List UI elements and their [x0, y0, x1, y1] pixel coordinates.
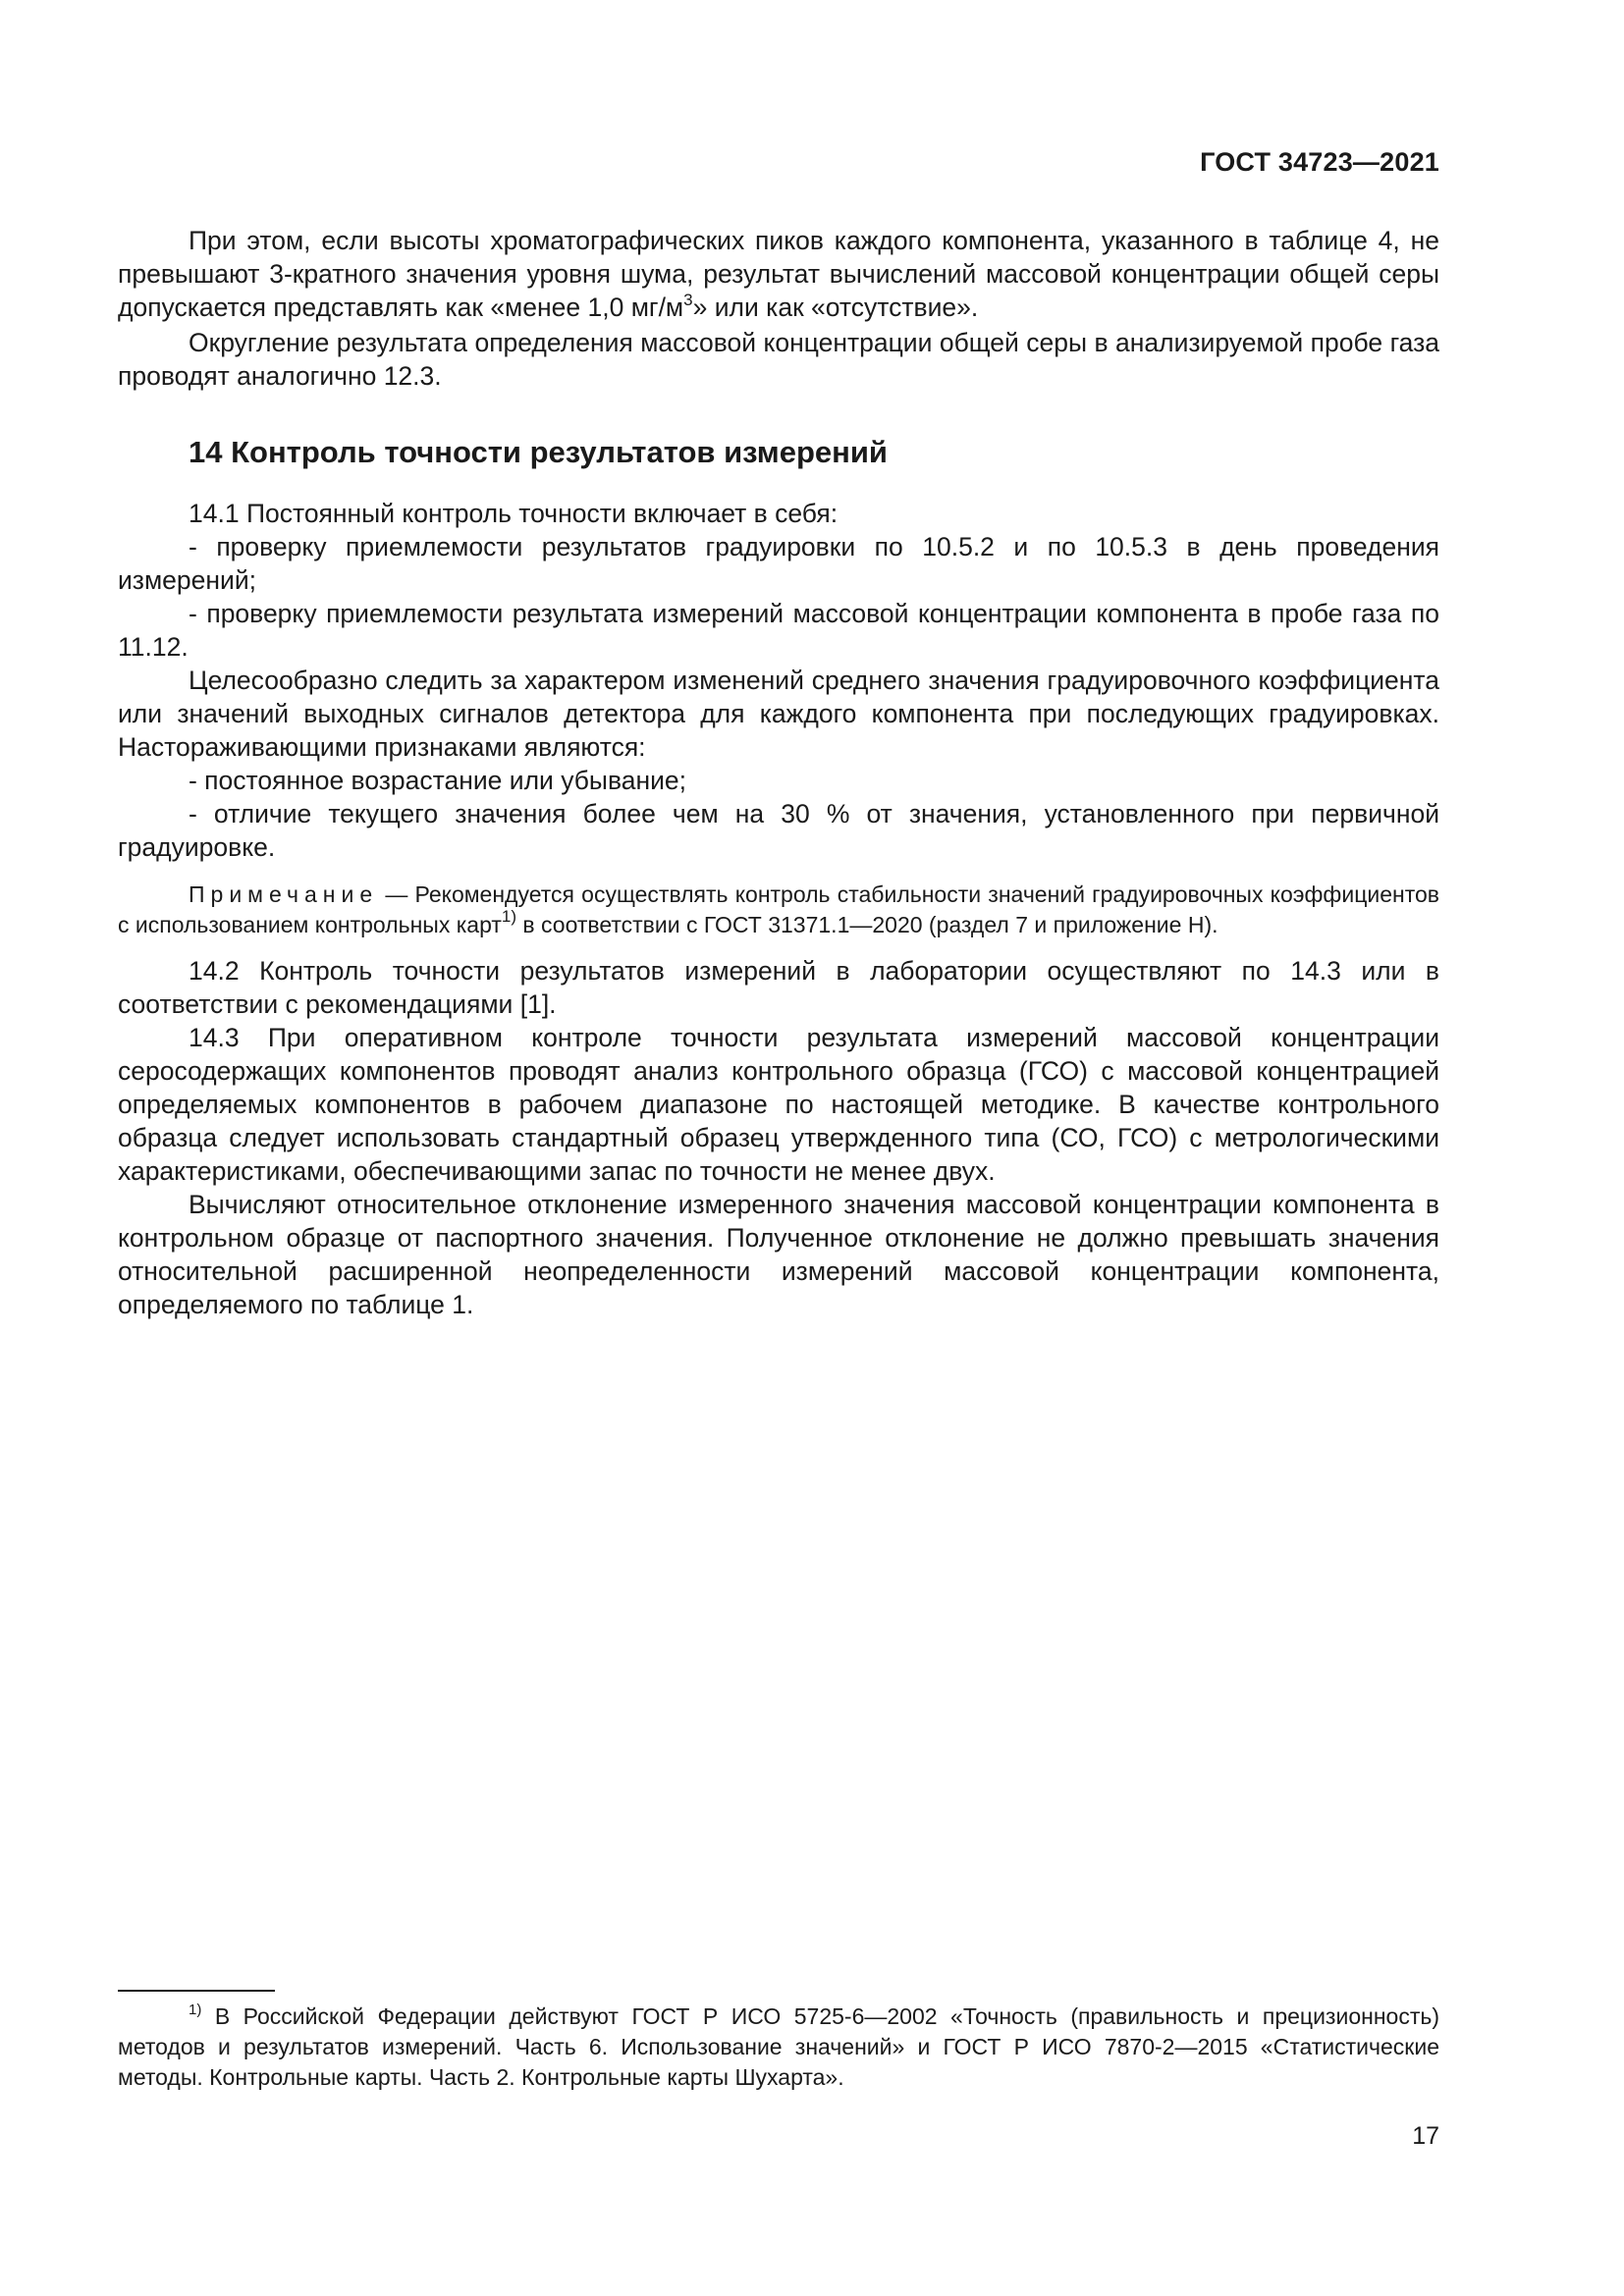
note	[118, 880, 1439, 940]
footnote-marker: 1)	[189, 2002, 202, 2018]
page-content	[118, 224, 1439, 1321]
intro-p1-text-end: » или как «отсутствие».	[692, 293, 979, 322]
footnote-reference: 1)	[501, 907, 517, 926]
note-label: Примечание	[189, 881, 379, 907]
section-heading: 14 Контроль точности результатов измерений	[189, 435, 888, 469]
note-text-end: в соответствии с ГОСТ 31371.1—2020 (раздел 7 и приложение Н).	[516, 912, 1218, 937]
footnote	[118, 2002, 1439, 2093]
paragraph-14-3: 14.3 При оперативном контроле точности результата измерений массовой концентрации серосодержащих компонентов проводят анализ контрольного образца (ГСО) с массовой концентрацией определяемых компонентов в рабочем диапазоне по настоящей методике. В качестве контрольного образца следует использовать стандартный образец утвержденного типа (СО, ГСО) с метрологическими характеристиками, обеспечивающими запас по точности не менее двух.	[118, 1023, 1439, 1186]
paragraph-monitoring: Целесообразно следить за характером изменений среднего значения градуировочного коэффициента или значений выходных сигналов детектора для каждого компонента при последующих градуировках. Настораживающими признаками являются:	[118, 666, 1439, 762]
list-item-trend: - постоянное возрастание или убывание;	[189, 766, 687, 795]
list-item-calibration-check: - проверку приемлемости результатов градуировки по 10.5.2 и по 10.5.3 в день проведения измерений;	[118, 532, 1439, 595]
intro-paragraph-2: Округление результата определения массовой концентрации общей серы в анализируемой пробе газа проводят аналогично 12.3.	[118, 328, 1439, 391]
note-text: — Рекомендуется осуществлять контроль стабильности значений градуировочных коэффициентов с использованием контрольных карт	[118, 881, 1439, 937]
list-item-deviation: - отличие текущего значения более чем на 30 % от значения, установленного при первичной градуировке.	[118, 799, 1439, 862]
footnote-divider	[118, 1990, 275, 1992]
paragraph-14-1: 14.1 Постоянный контроль точности включает в себя:	[189, 499, 839, 528]
paragraph-deviation: Вычисляют относительное отклонение измеренного значения массовой концентрации компонента в контрольном образце от паспортного значения. Полученное отклонение не должно превышать значения относительной расширенной неопределенности измерений массовой концентрации компонента, определяемого по таблице 1.	[118, 1190, 1439, 1319]
footnote-text: В Российской Федерации действуют ГОСТ Р ИСО 5725-6—2002 «Точность (правильность и прецизионность) методов и результатов измерений. Часть 6. Использование значений» и ГОСТ Р ИСО 7870-2—2015 «Статистические методы. Контрольные карты. Часть 2. Контрольные карты Шухарта».	[118, 2003, 1439, 2090]
intro-paragraph-1	[118, 224, 1439, 324]
page-number: 17	[1412, 2122, 1439, 2150]
intro-p1-text: При этом, если высоты хроматографических пиков каждого компонента, указанного в таблице 4, не превышают 3-кратного значения уровня шума, результат вычислений массовой концентрации общей серы допускается представлять как «менее 1,0 мг/м	[118, 226, 1439, 322]
list-item-measurement-check: - проверку приемлемости результата измерений массовой концентрации компонента в пробе газа по 11.12.	[118, 599, 1439, 662]
paragraph-14-2: 14.2 Контроль точности результатов измерений в лаборатории осуществляют по 14.3 или в соответствии с рекомендациями [1].	[118, 956, 1439, 1019]
superscript-3: 3	[683, 291, 693, 309]
running-header: ГОСТ 34723—2021	[1200, 147, 1439, 177]
